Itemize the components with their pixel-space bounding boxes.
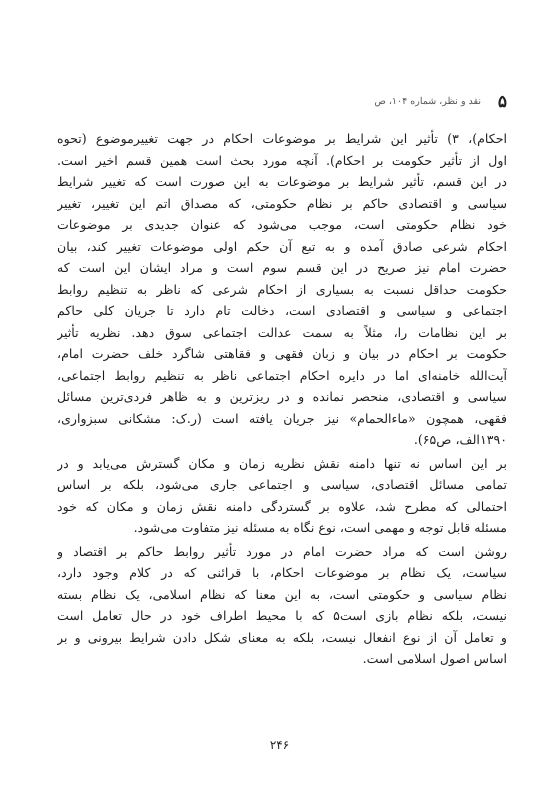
chapter-number: ۵: [497, 92, 507, 112]
page-number: ۲۴۶: [269, 738, 290, 752]
text-line: سیاست، یک نظام بر موضوعات احکام، با قرائنی که در کلام وجود دارد،: [57, 565, 507, 580]
body-text: [57, 128, 507, 670]
text-line: حکومت حداقل نسبت به بسیاری از احکام شرعی که ناظر به تنظیم روابط: [57, 281, 507, 297]
text-line: آیت‌الله خامنه‌ای اما در دایره احکام اجتماعی ناظر به تنظیم روابط اجتماعی،: [57, 367, 507, 383]
text-line: احتمالی که مطرح شد، علاوه بر گستردگی دامنه نقش زمان و مکان که خود: [57, 498, 507, 514]
page-header: [60, 92, 507, 114]
text-line: و تعامل آن از نوع انفعال نیست، بلکه به معنای شکل دادن شرایط بیرونی و بر: [57, 629, 507, 645]
text-line: بر این اساس نه تنها دامنه نقش نظریه زمان و مکان گسترش می‌یابد و در: [57, 455, 507, 471]
paragraph: [57, 128, 507, 451]
text-line: سیاسی و اقتصادی، منحصر نمانده و در ریزترین و به ظاهر فردی‌ترین مسائل: [57, 389, 507, 404]
paragraph: [57, 453, 507, 539]
text-line: ۱۳۹۰الف، ص۶۵).: [413, 432, 507, 447]
text-line: احکام شرعی صادق آمده و به تبع آن حکم اولی موضوعات تغییر کند، بیان: [57, 238, 507, 254]
text-line: نظام سیاسی و حکومتی است، به این معنا که نظام اسلامی، یک نظام بسته: [57, 586, 507, 602]
text-line: حضرت امام نیز صریح در این قسم سوم است و مراد ایشان این است که: [57, 260, 507, 275]
text-line: خود نظام حکومتی است، موجب می‌شود که عنوان جدیدی بر موضوعات: [57, 217, 507, 232]
text-line: بر این نظامات را، مثلاً به سمت عدالت اجتماعی سوق دهد. نظریه تأثیر: [57, 324, 507, 340]
running-title: نقد و نظر، شماره ۱۰۴، ص: [374, 96, 481, 107]
text-line: مسئله قابل توجه و مهمی است، نوع نگاه به مسئله نیز متفاوت می‌شود.: [133, 520, 507, 535]
text-line: اجتماعی و سیاسی و اقتصادی است، دخالت تام دارد تا جریان کلی حاکم: [57, 303, 507, 318]
text-line: فقهی، همچون «ماءالحمام» نیز جریان یافته است (ر.ک: مشکانی سبزواری،: [57, 410, 507, 426]
text-line: نیست، بلکه نظام بازی است۵ که با محیط اطراف خود در حال تعامل است: [57, 608, 507, 623]
text-line: تمامی مسائل اقتصادی، سیاسی و اجتماعی جاری می‌شود، بلکه بر اساس: [57, 477, 507, 492]
paragraph: [57, 541, 507, 670]
text-line: در این قسم، تأثیر شرایط بر موضوعات به این صورت است که تغییر شرایط: [57, 174, 507, 189]
text-line: اول از تأثیر حکومت بر احکام). آنچه مورد بحث است همین قسم اخیر است.: [57, 152, 507, 168]
text-line: احکام)، ۳) تأثیر این شرایط بر موضوعات احکام در جهت تغییرموضوع (تحوه: [57, 131, 507, 146]
text-line: روشن است که مراد حضرت امام در مورد تأثیر روابط حاکم بر اقتصاد و: [57, 543, 507, 559]
text-line: اساس اصول اسلامی است.: [362, 651, 507, 666]
text-line: سیاسی و اقتصادی حاکم بر نظام حکومتی، که مصداق اتم این تغییر، تغییر: [57, 195, 507, 211]
text-line: حکومت بر احکام در بیان و زبان فقهی و فقاهتی شاگرد خلف حضرت امام،: [57, 346, 507, 361]
